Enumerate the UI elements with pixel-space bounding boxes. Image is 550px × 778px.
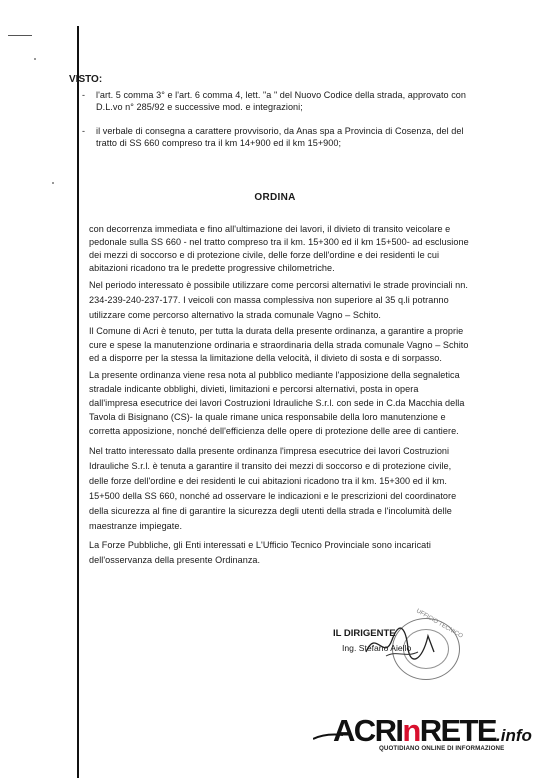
- body-line: con decorrenza immediata e fino all'ultimazione dei lavori, il divieto di transito veicolare e: [89, 224, 451, 234]
- visto-item-line: l'art. 5 comma 3° e l'art. 6 comma 4, lett. "a " del Nuovo Codice della strada, approvato con: [96, 90, 467, 100]
- body-line: Idrauliche S.r.l. è tenuta a garantire il transito dei mezzi di soccorso e di protezione civile,: [89, 461, 452, 471]
- list-bullet: -: [82, 126, 85, 136]
- body-line: dall'impresa esecutrice dei lavori Costruzioni Idrauliche S.r.l. con sede in C.da Macchia della: [89, 398, 465, 408]
- handwritten-signature: [362, 622, 442, 668]
- body-line: Il Comune di Acri è tenuto, per tutta la durata della presente ordinanza, a garantire a proprie: [89, 326, 464, 336]
- body-line: delle forze dell'ordine e dei residenti le cui abitazioni ricadono tra il km. 15+300 ed il km.: [89, 476, 448, 486]
- body-line: della sicurezza al fine di garantire la sicurezza degli utenti della strada e l'incolumità delle: [89, 506, 452, 516]
- body-line: Tavola di Bisignano (CS)- la quale rimane unica responsabile della loro manutenzione e: [89, 412, 446, 422]
- visto-heading: VISTO:: [69, 74, 103, 85]
- acrinrete-logo-watermark: [313, 713, 532, 759]
- visto-item-line: tratto di SS 660 compreso tra il km 14+900 ed il km 15+900;: [96, 138, 342, 148]
- body-line: La Forze Pubbliche, gli Enti interessati e L'Ufficio Tecnico Provinciale sono incaricati: [89, 540, 431, 550]
- body-line: ed a disporre per la stessa la limitazione della velocità, il divieto di sosta e di sorpasso.: [89, 353, 442, 363]
- logo-suffix-main: RETE: [419, 713, 496, 748]
- body-line: pedonale sulla SS 660 - nel tratto compreso tra il km. 15+300 ed il km 15+500- ad esclusione: [89, 237, 469, 247]
- visto-item-line: il verbale di consegna a carattere provvisorio, da Anas spa a Provincia di Cosenza, del del: [96, 126, 464, 136]
- stamp-text: UFFICIO TECNICO: [415, 608, 464, 640]
- body-line: 234-239-240-237-177. I veicoli con massa complessiva non superiore al 35 q.li potranno: [89, 295, 449, 305]
- body-line: corretta apposizione, nonché dell'efficienza delle opere di protezione delle aree di cantiere.: [89, 426, 459, 436]
- ordina-heading: ORDINA: [254, 192, 296, 203]
- scan-artifact-dot: [52, 182, 54, 184]
- body-line: dei mezzi di soccorso e di protezione civile, delle forze dell'ordine e dei residenti le cui: [89, 250, 440, 260]
- logo-tagline: QUOTIDIANO ONLINE DI INFORMAZIONE: [379, 745, 505, 752]
- signatory-role: IL DIRIGENTE: [333, 628, 396, 639]
- logo-prefix: ACRI: [333, 713, 403, 748]
- logo-suffix-tld: .info: [496, 726, 532, 745]
- signatory-name: Ing. Stefano Aiello: [342, 643, 412, 653]
- body-line: dell'osservanza della presente Ordinanza.: [89, 555, 261, 565]
- body-line: utilizzare come percorso alternativo la strada comunale Vagno – Schito.: [89, 310, 382, 320]
- body-line: Nel periodo interessato è possibile utilizzare come percorsi alternativi le strade provinciali nn.: [89, 280, 468, 290]
- list-bullet: -: [82, 90, 85, 100]
- page-binding-edge: [77, 26, 79, 778]
- logo-accent: n: [402, 713, 420, 748]
- body-line: stradale indicante obblighi, divieti, limitazioni e percorsi alternativi, posta in opera: [89, 384, 419, 394]
- scan-artifact-dash: [8, 35, 32, 36]
- body-line: Nel tratto interessato dalla presente ordinanza l'impresa esecutrice dei lavori Costruzioni: [89, 446, 450, 456]
- body-line: abitazioni ricadono tra le predette progressive chilometriche.: [89, 263, 335, 273]
- body-line: 15+500 della SS 660, nonché ad osservare le indicazioni e le prescrizioni del coordinatore: [89, 491, 457, 501]
- visto-item-line: D.L.vo n° 285/92 e successive mod. e integrazioni;: [96, 102, 303, 112]
- body-line: La presente ordinanza viene resa nota al pubblico mediante l'apposizione della segnaletica: [89, 370, 460, 380]
- body-line: cure e spese la manutenzione ordinaria e straordinaria della strada comunale Vagno – Schito: [89, 340, 469, 350]
- body-line: maestranze impiegate.: [89, 521, 183, 531]
- scan-artifact-dot: [34, 58, 36, 60]
